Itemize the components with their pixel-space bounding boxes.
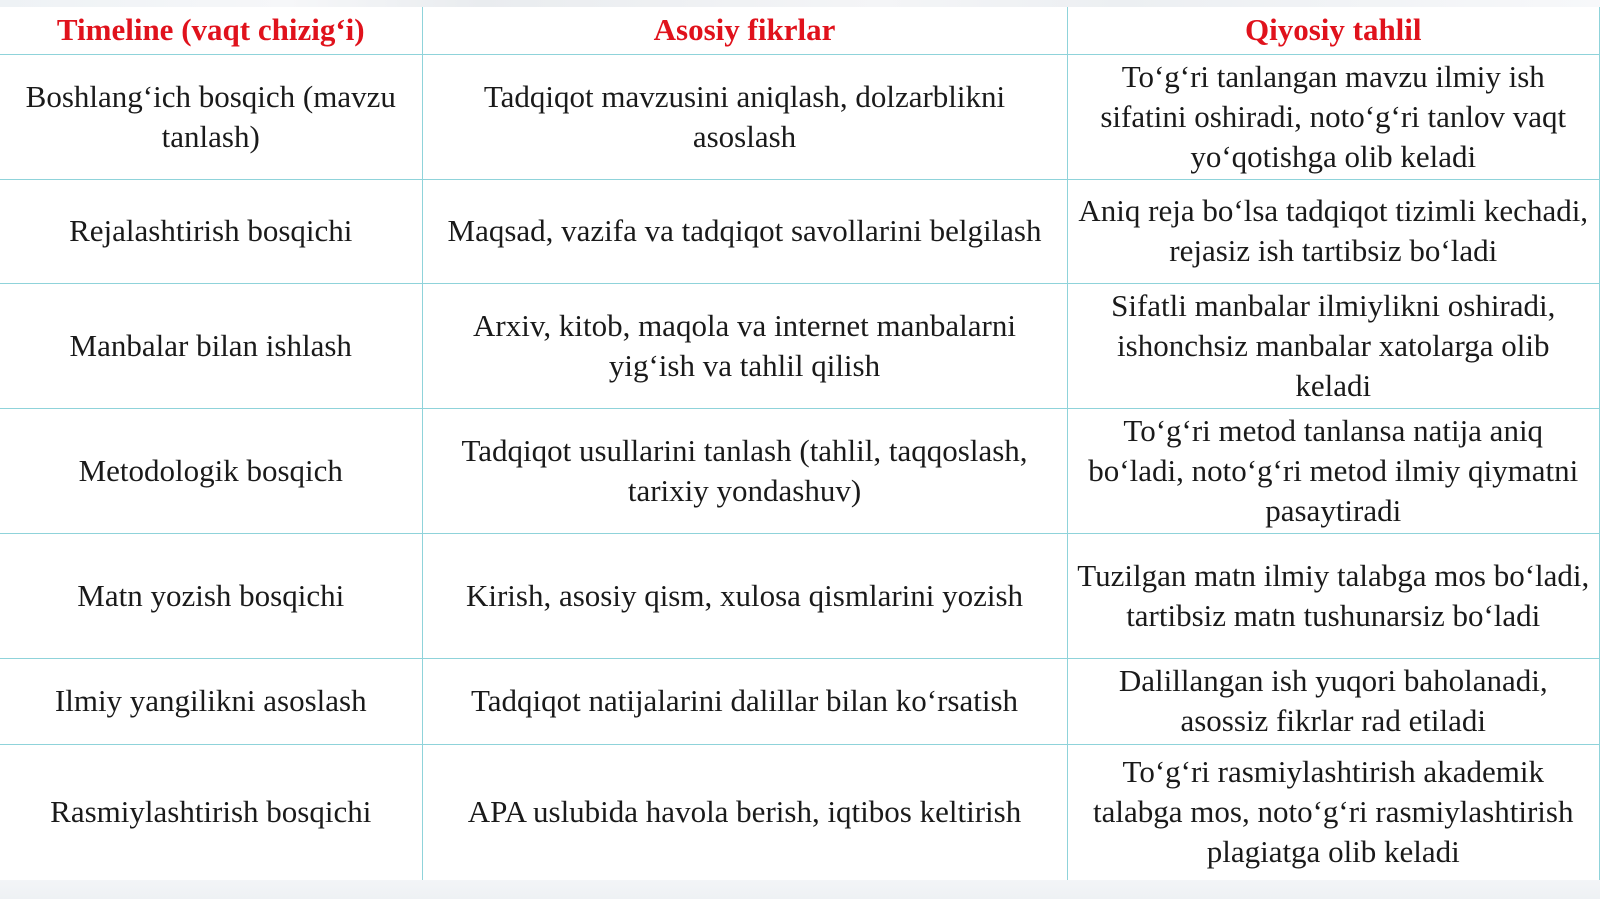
cell-analysis: Aniq reja bo‘lsa tadqiqot tizimli kechadi, rejasiz ish tartibsiz bo‘ladi — [1067, 179, 1600, 283]
cell-timeline: Rejalashtirish bosqichi — [0, 179, 422, 283]
cell-ideas: Tadqiqot usullarini tanlash (tahlil, taqqoslash, tarixiy yondashuv) — [422, 408, 1067, 533]
decorative-top-strip — [0, 0, 1600, 7]
table-row — [0, 179, 1600, 283]
cell-timeline: Boshlang‘ich bosqich (mavzu tanlash) — [0, 54, 422, 179]
table-row — [0, 658, 1600, 744]
cell-ideas: Kirish, asosiy qism, xulosa qismlarini yozish — [422, 533, 1067, 658]
table-row — [0, 54, 1600, 179]
cell-ideas: Tadqiqot natijalarini dalillar bilan ko‘rsatish — [422, 658, 1067, 744]
table-header-row — [0, 7, 1600, 54]
cell-timeline: Matn yozish bosqichi — [0, 533, 422, 658]
table-row — [0, 533, 1600, 658]
table-row — [0, 283, 1600, 408]
cell-timeline: Rasmiylashtirish bosqichi — [0, 744, 422, 880]
table-row — [0, 408, 1600, 533]
cell-timeline: Manbalar bilan ishlash — [0, 283, 422, 408]
comparison-table — [0, 7, 1600, 881]
table-row — [0, 744, 1600, 880]
decorative-bottom-strip — [0, 880, 1600, 899]
cell-analysis: To‘g‘ri tanlangan mavzu ilmiy ish sifatini oshiradi, noto‘g‘ri tanlov vaqt yo‘qotishga olib keladi — [1067, 54, 1600, 179]
header-comparative-analysis: Qiyosiy tahlil — [1067, 7, 1600, 54]
cell-ideas: Tadqiqot mavzusini aniqlash, dolzarblikni asoslash — [422, 54, 1067, 179]
cell-analysis: Dalillangan ish yuqori baholanadi, asossiz fikrlar rad etiladi — [1067, 658, 1600, 744]
cell-analysis: To‘g‘ri rasmiylashtirish akademik talabga mos, noto‘g‘ri rasmiylashtirish plagiatga olib keladi — [1067, 744, 1600, 880]
cell-timeline: Metodologik bosqich — [0, 408, 422, 533]
cell-analysis: Tuzilgan matn ilmiy talabga mos bo‘ladi, tartibsiz matn tushunarsiz bo‘ladi — [1067, 533, 1600, 658]
cell-ideas: APA uslubida havola berish, iqtibos keltirish — [422, 744, 1067, 880]
header-main-ideas: Asosiy fikrlar — [422, 7, 1067, 54]
header-timeline: Timeline (vaqt chizig‘i) — [0, 7, 422, 54]
cell-ideas: Arxiv, kitob, maqola va internet manbalarni yig‘ish va tahlil qilish — [422, 283, 1067, 408]
cell-analysis: Sifatli manbalar ilmiylikni oshiradi, ishonchsiz manbalar xatolarga olib keladi — [1067, 283, 1600, 408]
cell-ideas: Maqsad, vazifa va tadqiqot savollarini belgilash — [422, 179, 1067, 283]
cell-timeline: Ilmiy yangilikni asoslash — [0, 658, 422, 744]
cell-analysis: To‘g‘ri metod tanlansa natija aniq bo‘ladi, noto‘g‘ri metod ilmiy qiymatni pasaytiradi — [1067, 408, 1600, 533]
